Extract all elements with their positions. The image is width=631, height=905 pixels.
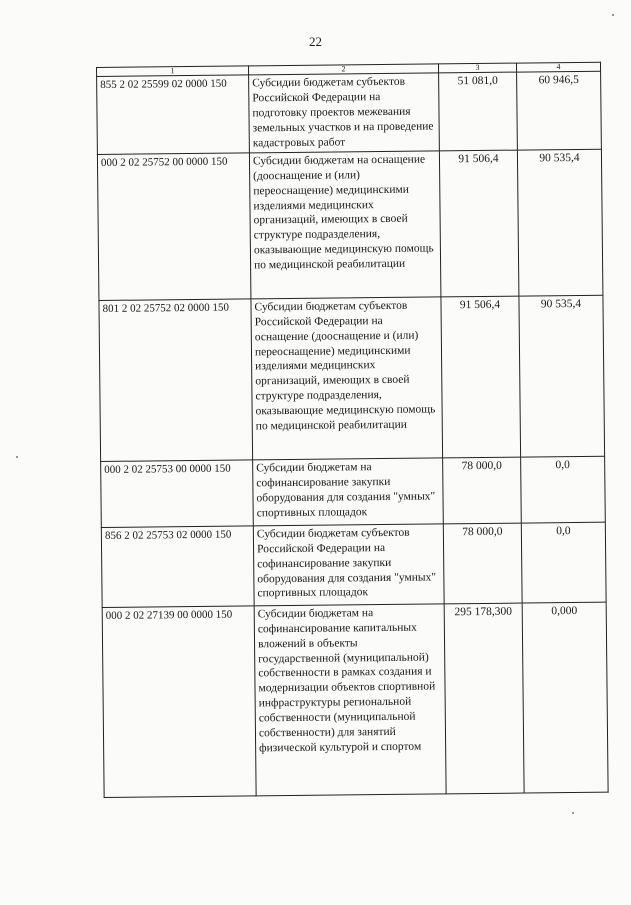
scan-speck <box>572 812 574 814</box>
table-row <box>97 149 603 300</box>
table-row <box>101 456 606 527</box>
budget-table <box>96 62 609 798</box>
subsidy-name: Субсидии бюджетам на софинансирование закупки оборудования для создания "умных" спортивных площадок <box>253 458 444 526</box>
subsidy-name: Субсидии бюджетам на софинансирование капитальных вложений в объекты государственной (муниципальной) собственности в рамках создания и модернизации объектов спортивной инфраструктуры региональной собственности (муниципальной собственности) для занятий физической культурой и спортом <box>254 604 446 796</box>
amount-col4: 0,0 <box>521 522 606 603</box>
subsidy-name: Субсидии бюджетам субъектов Российской Федерации на софинансирование закупки оборудования для создания "умных" спортивных площадок <box>253 524 444 606</box>
budget-code: 856 2 02 25753 02 0000 150 <box>101 526 254 608</box>
table-row <box>99 295 605 461</box>
budget-code: 000 2 02 25752 00 0000 150 <box>97 153 251 301</box>
amount-col4: 90 535,4 <box>519 295 605 457</box>
amount-col4: 60 946,5 <box>517 71 602 150</box>
subsidy-name: Субсидии бюджетам на оснащение (дооснащение и (или) переоснащение) медицинскими изделиями медицинских организаций, имеющих в своей структуре подразделения, оказывающие медицинскую помощь по медицинской реабилитации <box>249 151 441 299</box>
column-number: 2 <box>248 64 438 75</box>
table-row <box>101 522 606 607</box>
budget-code: 801 2 02 25752 02 0000 150 <box>99 299 253 462</box>
column-number: 3 <box>438 63 516 73</box>
table-row <box>102 602 608 797</box>
subsidy-name: Субсидии бюджетам субъектов Российской Федерации на подготовку проектов межевания земельных участков и на проведение кадастровых работ <box>249 73 440 153</box>
table-row <box>97 71 602 154</box>
scan-speck <box>16 456 18 458</box>
budget-code: 000 2 02 25753 00 0000 150 <box>101 460 254 528</box>
amount-col3: 91 506,4 <box>439 150 519 297</box>
page-number: 22 <box>309 34 322 49</box>
amount-col3: 51 081,0 <box>439 72 518 151</box>
scan-speck <box>612 14 614 16</box>
amount-col3: 78 000,0 <box>443 457 522 524</box>
amount-col3: 91 506,4 <box>441 296 521 458</box>
column-number: 1 <box>97 66 249 77</box>
amount-col4: 0,000 <box>522 602 608 793</box>
amount-col3: 78 000,0 <box>443 523 522 604</box>
budget-code: 855 2 02 25599 02 0000 150 <box>97 75 250 154</box>
budget-code: 000 2 02 27139 00 0000 150 <box>102 606 256 798</box>
column-number: 4 <box>516 62 600 72</box>
amount-col4: 90 535,4 <box>517 149 603 296</box>
amount-col4: 0,0 <box>521 456 606 523</box>
subsidy-name: Субсидии бюджетам субъектов Российской Федерации на оснащение (дооснащение и (или) переоснащение) медицинскими изделиями медицинских организаций, имеющих в своей структуре подразделения, оказывающие медицинскую помощь по медицинской реабилитации <box>251 297 443 460</box>
amount-col3: 295 178,300 <box>444 603 524 794</box>
